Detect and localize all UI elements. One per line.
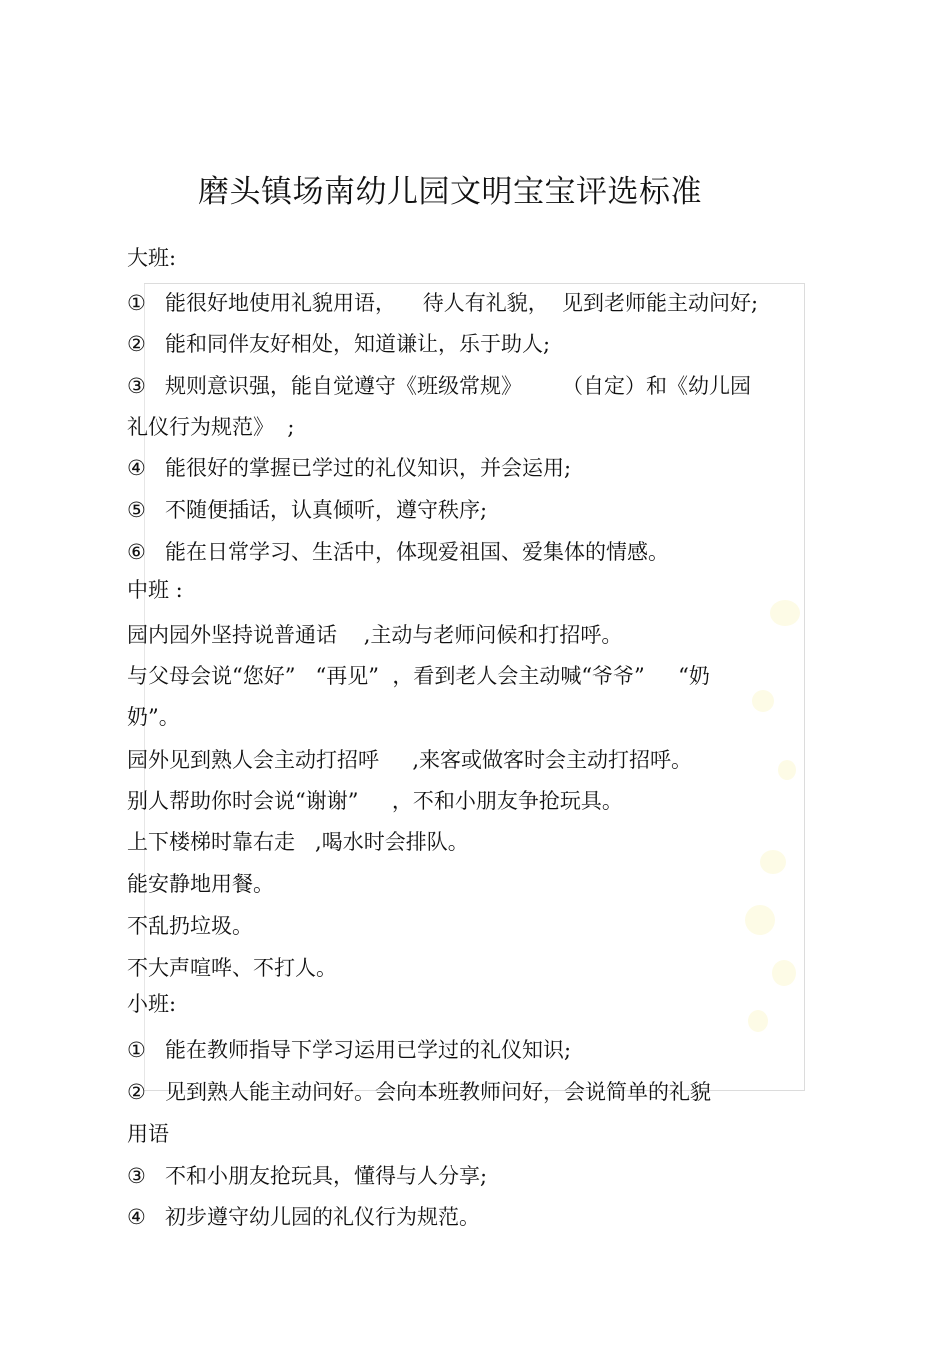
list-item	[127, 372, 751, 400]
item-text: 不和小朋友抢玩具，懂得与人分享;	[165, 1164, 488, 1188]
decor-dot	[760, 850, 786, 874]
section-heading-xiao: 小班:	[127, 992, 177, 1016]
list-item: 与父母会说“您好” “再见” ，看到老人会主动喊“爷爷” “奶	[127, 664, 710, 688]
list-item: 园外见到熟人会主动打招呼 ,来客或做客时会主动打招呼。	[127, 748, 693, 772]
list-item: 不大声喧哗、不打人。	[127, 956, 337, 980]
list-item	[127, 496, 487, 524]
item-text: 不随便插话，认真倾听，遵守秩序;	[165, 498, 488, 522]
item-number: ②	[127, 332, 146, 356]
list-item: 不乱扔垃圾。	[127, 914, 253, 938]
decor-dot	[752, 690, 774, 712]
list-item-continuation: 奶”。	[127, 705, 180, 729]
section-heading-zhong: 中班 :	[127, 578, 183, 602]
list-item	[127, 1162, 487, 1190]
item-text: 礼仪行为规范》 ;	[127, 415, 295, 439]
list-item	[127, 538, 669, 566]
item-number: ③	[127, 1164, 146, 1188]
item-text: 能很好地使用礼貌用语， 待人有礼貌， 见到老师能主动问好;	[165, 291, 759, 315]
decor-dot	[772, 960, 796, 986]
decor-dot	[778, 760, 796, 780]
page-title: 磨头镇场南幼儿园文明宝宝评选标准	[198, 174, 702, 210]
item-number: ④	[127, 1205, 146, 1229]
item-number: ①	[127, 1038, 146, 1062]
list-item-continuation	[127, 1120, 169, 1148]
item-number: ⑤	[127, 498, 146, 522]
list-item	[127, 1203, 480, 1231]
item-number: ①	[127, 291, 146, 315]
item-text: 用语	[127, 1122, 169, 1146]
item-number: ⑥	[127, 540, 146, 564]
list-item	[127, 330, 550, 358]
list-item: 园内园外坚持说普通话 ,主动与老师问候和打招呼。	[127, 623, 623, 647]
item-number: ④	[127, 456, 146, 480]
list-item	[127, 1036, 571, 1064]
list-item	[127, 454, 571, 482]
item-text: 能很好的掌握已学过的礼仪知识，并会运用;	[165, 456, 572, 480]
decor-dot	[745, 905, 775, 935]
list-item: 能安静地用餐。	[127, 872, 274, 896]
list-item-continuation	[127, 413, 294, 441]
item-text: 规则意识强，能自觉遵守《班级常规》 （自定）和《幼儿园	[165, 374, 752, 398]
decor-dot	[770, 600, 800, 626]
list-item: 上下楼梯时靠右走 ,喝水时会排队。	[127, 830, 469, 854]
item-text: 能在教师指导下学习运用已学过的礼仪知识;	[165, 1038, 572, 1062]
item-text: 能在日常学习、生活中，体现爱祖国、爱集体的情感。	[165, 540, 669, 564]
item-text: 能和同伴友好相处，知道谦让，乐于助人;	[165, 332, 551, 356]
item-number: ②	[127, 1080, 146, 1104]
section-heading-da: 大班:	[127, 246, 177, 270]
decor-dot	[748, 1010, 768, 1032]
item-text: 初步遵守幼儿园的礼仪行为规范。	[165, 1205, 480, 1229]
item-text: 见到熟人能主动问好。会向本班教师问好，会说简单的礼貌	[165, 1080, 711, 1104]
list-item	[127, 289, 758, 317]
list-item	[127, 1078, 711, 1106]
list-item: 别人帮助你时会说“谢谢” ，不和小朋友争抢玩具。	[127, 789, 623, 813]
item-number: ③	[127, 374, 146, 398]
